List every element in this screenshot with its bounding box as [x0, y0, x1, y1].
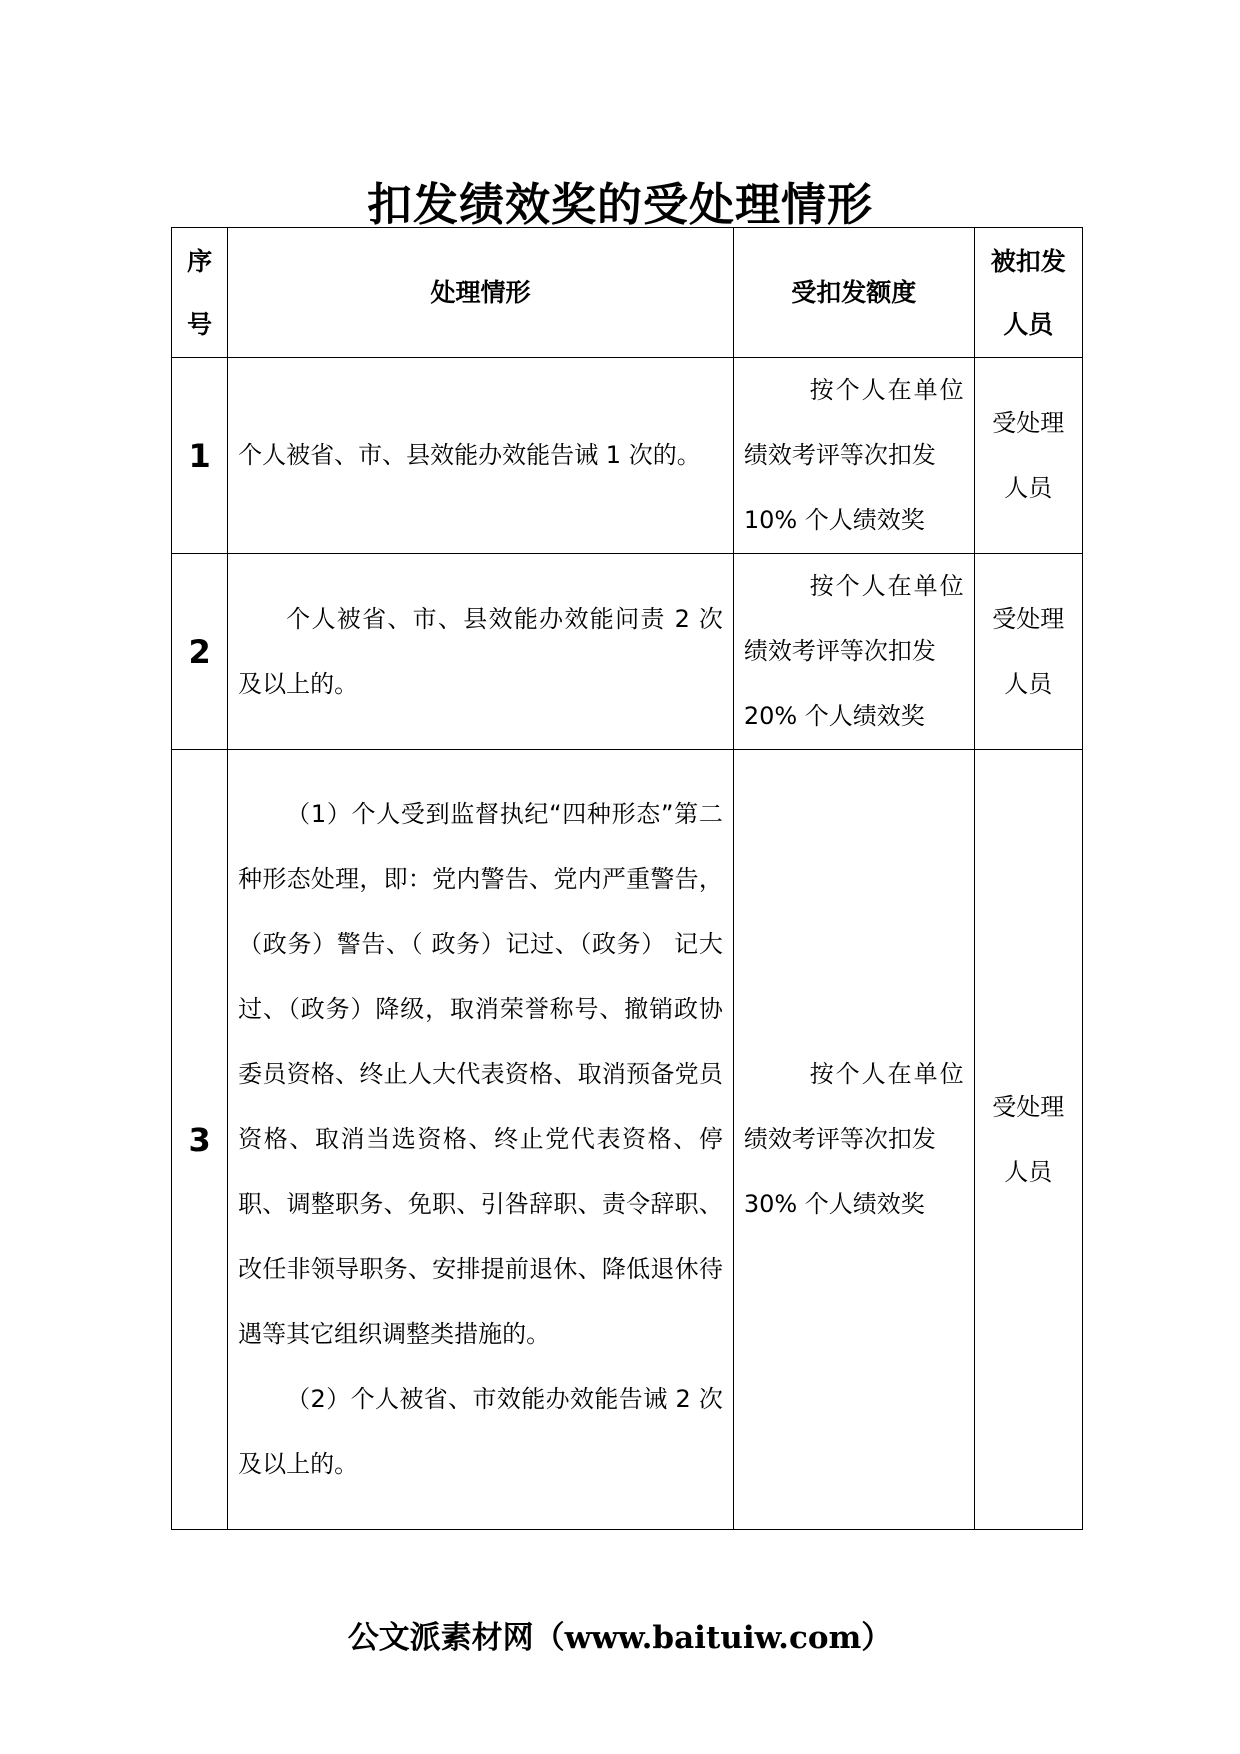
table-row: [172, 358, 1083, 554]
row-situation: [228, 358, 734, 554]
amount-line: 绩效考评等次扣发: [743, 1125, 936, 1153]
situation-text: 个人被省、市、县效能办效能问责 2 次及以上的。: [238, 604, 723, 698]
amount-line: 绩效考评等次扣发: [743, 441, 936, 469]
amount-line: 10% 个人绩效奖: [743, 506, 925, 534]
person-line: 受处理: [992, 1092, 1065, 1121]
row-person: [974, 750, 1082, 1530]
header-situation: 处理情形: [228, 228, 734, 358]
row-number: 3: [172, 750, 228, 1530]
header-person: [974, 228, 1082, 358]
row-situation: [228, 750, 734, 1530]
penalty-table: [171, 227, 1083, 1530]
amount-line: 绩效考评等次扣发: [743, 637, 936, 665]
row-amount: [733, 358, 974, 554]
footer-source: 公文派素材网（www.baituiw.com）: [347, 1620, 893, 1656]
amount-line: 30% 个人绩效奖: [743, 1190, 925, 1218]
header-person-line1: 被扣发: [990, 246, 1066, 276]
page-title: 扣发绩效奖的受处理情形: [366, 178, 873, 231]
row-person: [974, 554, 1082, 750]
row-number: 1: [172, 358, 228, 554]
row-person: [974, 358, 1082, 554]
header-seq-line2: 号: [187, 309, 213, 339]
header-seq: [172, 228, 228, 358]
amount-line: 按个人在单位: [809, 376, 966, 404]
row-situation: [228, 554, 734, 750]
situation-text: （2）个人被省、市效能办效能告诫 2 次及以上的。: [238, 1385, 723, 1478]
person-line: 人员: [1004, 473, 1053, 502]
amount-line: 按个人在单位: [809, 572, 966, 600]
table-header-row: [172, 228, 1083, 358]
person-line: 人员: [1004, 1157, 1053, 1186]
amount-line: 20% 个人绩效奖: [743, 702, 925, 730]
situation-text: （1）个人受到监督执纪“四种形态”第二种形态处理，即：党内警告、党内严重警告，（政务）警告、（ 政务）记过、（政务） 记大过、（政务）降级，取消荣誉称号、撤销政协委员资格、终止人大代表资格、取消预备党员资格、取消当选资格、终止党代表资格、停职、调整职务、免职、引咎辞职、责令辞职、改任非领导职务、安排提前退休、降低退休待遇等其它组织调整类措施的。: [238, 800, 723, 1348]
table-row: [172, 554, 1083, 750]
person-line: 受处理: [992, 604, 1065, 633]
header-seq-line1: 序: [187, 246, 213, 276]
amount-line: 按个人在单位: [809, 1060, 966, 1088]
row-amount: [733, 750, 974, 1530]
situation-text: 个人被省、市、县效能办效能告诫 1 次的。: [238, 441, 701, 469]
row-amount: [733, 554, 974, 750]
table-row: [172, 750, 1083, 1530]
person-line: 人员: [1004, 669, 1053, 698]
person-line: 受处理: [992, 408, 1065, 437]
header-person-line2: 人员: [1003, 309, 1054, 339]
header-amount: 受扣发额度: [733, 228, 974, 358]
row-number: 2: [172, 554, 228, 750]
